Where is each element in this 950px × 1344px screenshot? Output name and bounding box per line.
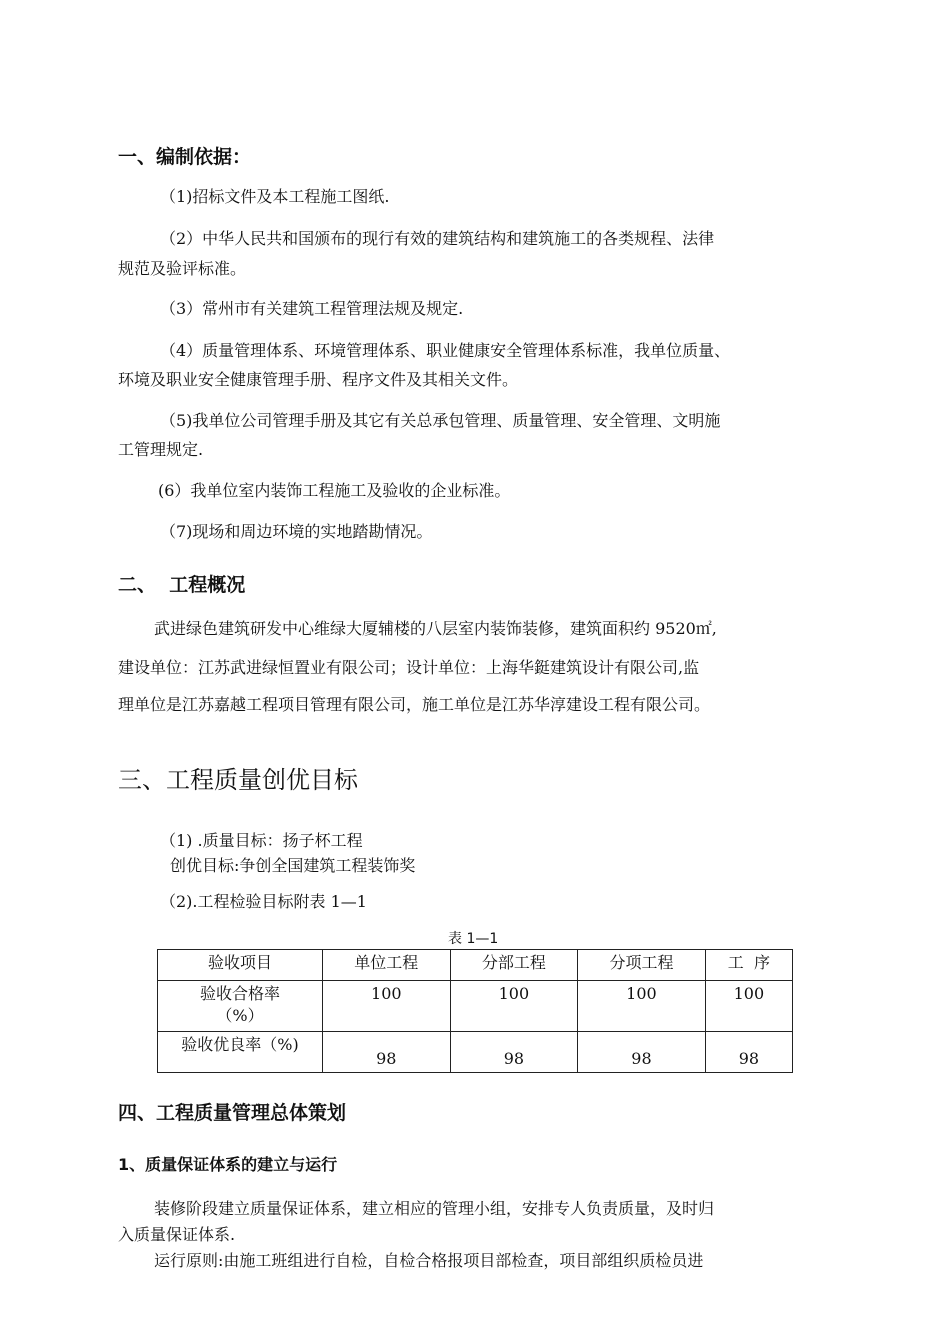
basis-item-4: （4）质量管理体系、环境管理体系、职业健康安全管理体系标准，我单位质量、: [160, 341, 731, 360]
subsection-1-heading: 1、质量保证体系的建立与运行: [118, 1155, 338, 1174]
overview-line-2: 建设单位：江苏武进绿恒置业有限公司；设计单位：上海华鋌建筑设计有限公司,监: [118, 658, 700, 677]
table-cell: 98: [705, 1032, 792, 1073]
basis-item-5-cont: 工管理规定.: [118, 440, 204, 459]
basis-item-4-cont: 环境及职业安全健康管理手册、程序文件及其相关文件。: [118, 370, 519, 389]
table-row: [158, 1032, 793, 1073]
pass-rate-label-cell: [158, 981, 323, 1032]
table-cell: 98: [450, 1032, 578, 1073]
basis-item-1: （1)招标文件及本工程施工图纸.: [160, 187, 390, 206]
section-4-heading: 四、工程质量管理总体策划: [118, 1102, 347, 1124]
table-header-row: [158, 950, 793, 981]
plan-line-1: 装修阶段建立质量保证体系，建立相应的管理小组，安排专人负责质量，及时归: [154, 1199, 715, 1218]
overview-line-3: 理单位是江苏嘉越工程项目管理有限公司，施工单位是江苏华淳建设工程有限公司。: [118, 695, 711, 714]
quality-goal: （1) .质量目标：扬子杯工程: [160, 831, 363, 850]
table-cell: 98: [578, 1032, 706, 1073]
basis-item-3: （3）常州市有关建筑工程管理法规及规定.: [160, 299, 464, 318]
inspection-target-table: [157, 949, 793, 1073]
pass-rate-unit: （%）: [216, 1006, 264, 1025]
section-1-heading: 一、编制依据：: [118, 146, 252, 168]
pass-rate-label: 验收合格率: [199, 984, 280, 1003]
basis-item-7: （7)现场和周边环境的实地踏勘情况。: [160, 522, 433, 541]
section-2-heading: 二、 工程概况: [118, 574, 246, 596]
table-header-cell: 工 序: [705, 950, 792, 981]
inspection-goal: （2).工程检验目标附表 1—1: [160, 892, 367, 911]
basis-item-5: （5)我单位公司管理手册及其它有关总承包管理、质量管理、安全管理、文明施: [160, 411, 721, 430]
plan-line-3: 运行原则:由施工班组进行自检，自检合格报项目部检查，项目部组织质检员进: [154, 1251, 704, 1270]
section-3-heading: 三、工程质量创优目标: [118, 766, 358, 794]
table-cell: 100: [578, 981, 706, 1032]
table-header-cell: 分部工程: [450, 950, 578, 981]
basis-item-6: (6）我单位室内装饰工程施工及验收的企业标准。: [158, 481, 511, 500]
table-cell: 98: [323, 1032, 451, 1073]
table-cell: 100: [450, 981, 578, 1032]
table-header-cell: 单位工程: [323, 950, 451, 981]
basis-item-2-cont: 规范及验评标准。: [118, 259, 247, 278]
table-header-cell: 验收项目: [158, 950, 323, 981]
table-caption: 表 1—1: [448, 931, 499, 947]
excellent-rate-label: 验收优良率（%): [158, 1032, 323, 1073]
excellence-goal: 创优目标:争创全国建筑工程装饰奖: [170, 856, 416, 875]
table-header-cell: 分项工程: [578, 950, 706, 981]
overview-line-1: 武进绿色建筑研发中心维绿大厦辅楼的八层室内装饰装修，建筑面积约 9520㎡,: [154, 619, 717, 638]
plan-line-2: 入质量保证体系.: [118, 1225, 236, 1244]
table-cell: 100: [323, 981, 451, 1032]
table-row: [158, 981, 793, 1032]
table-cell: 100: [705, 981, 792, 1032]
basis-item-2: （2）中华人民共和国颁布的现行有效的建筑结构和建筑施工的各类规程、法律: [160, 229, 715, 248]
